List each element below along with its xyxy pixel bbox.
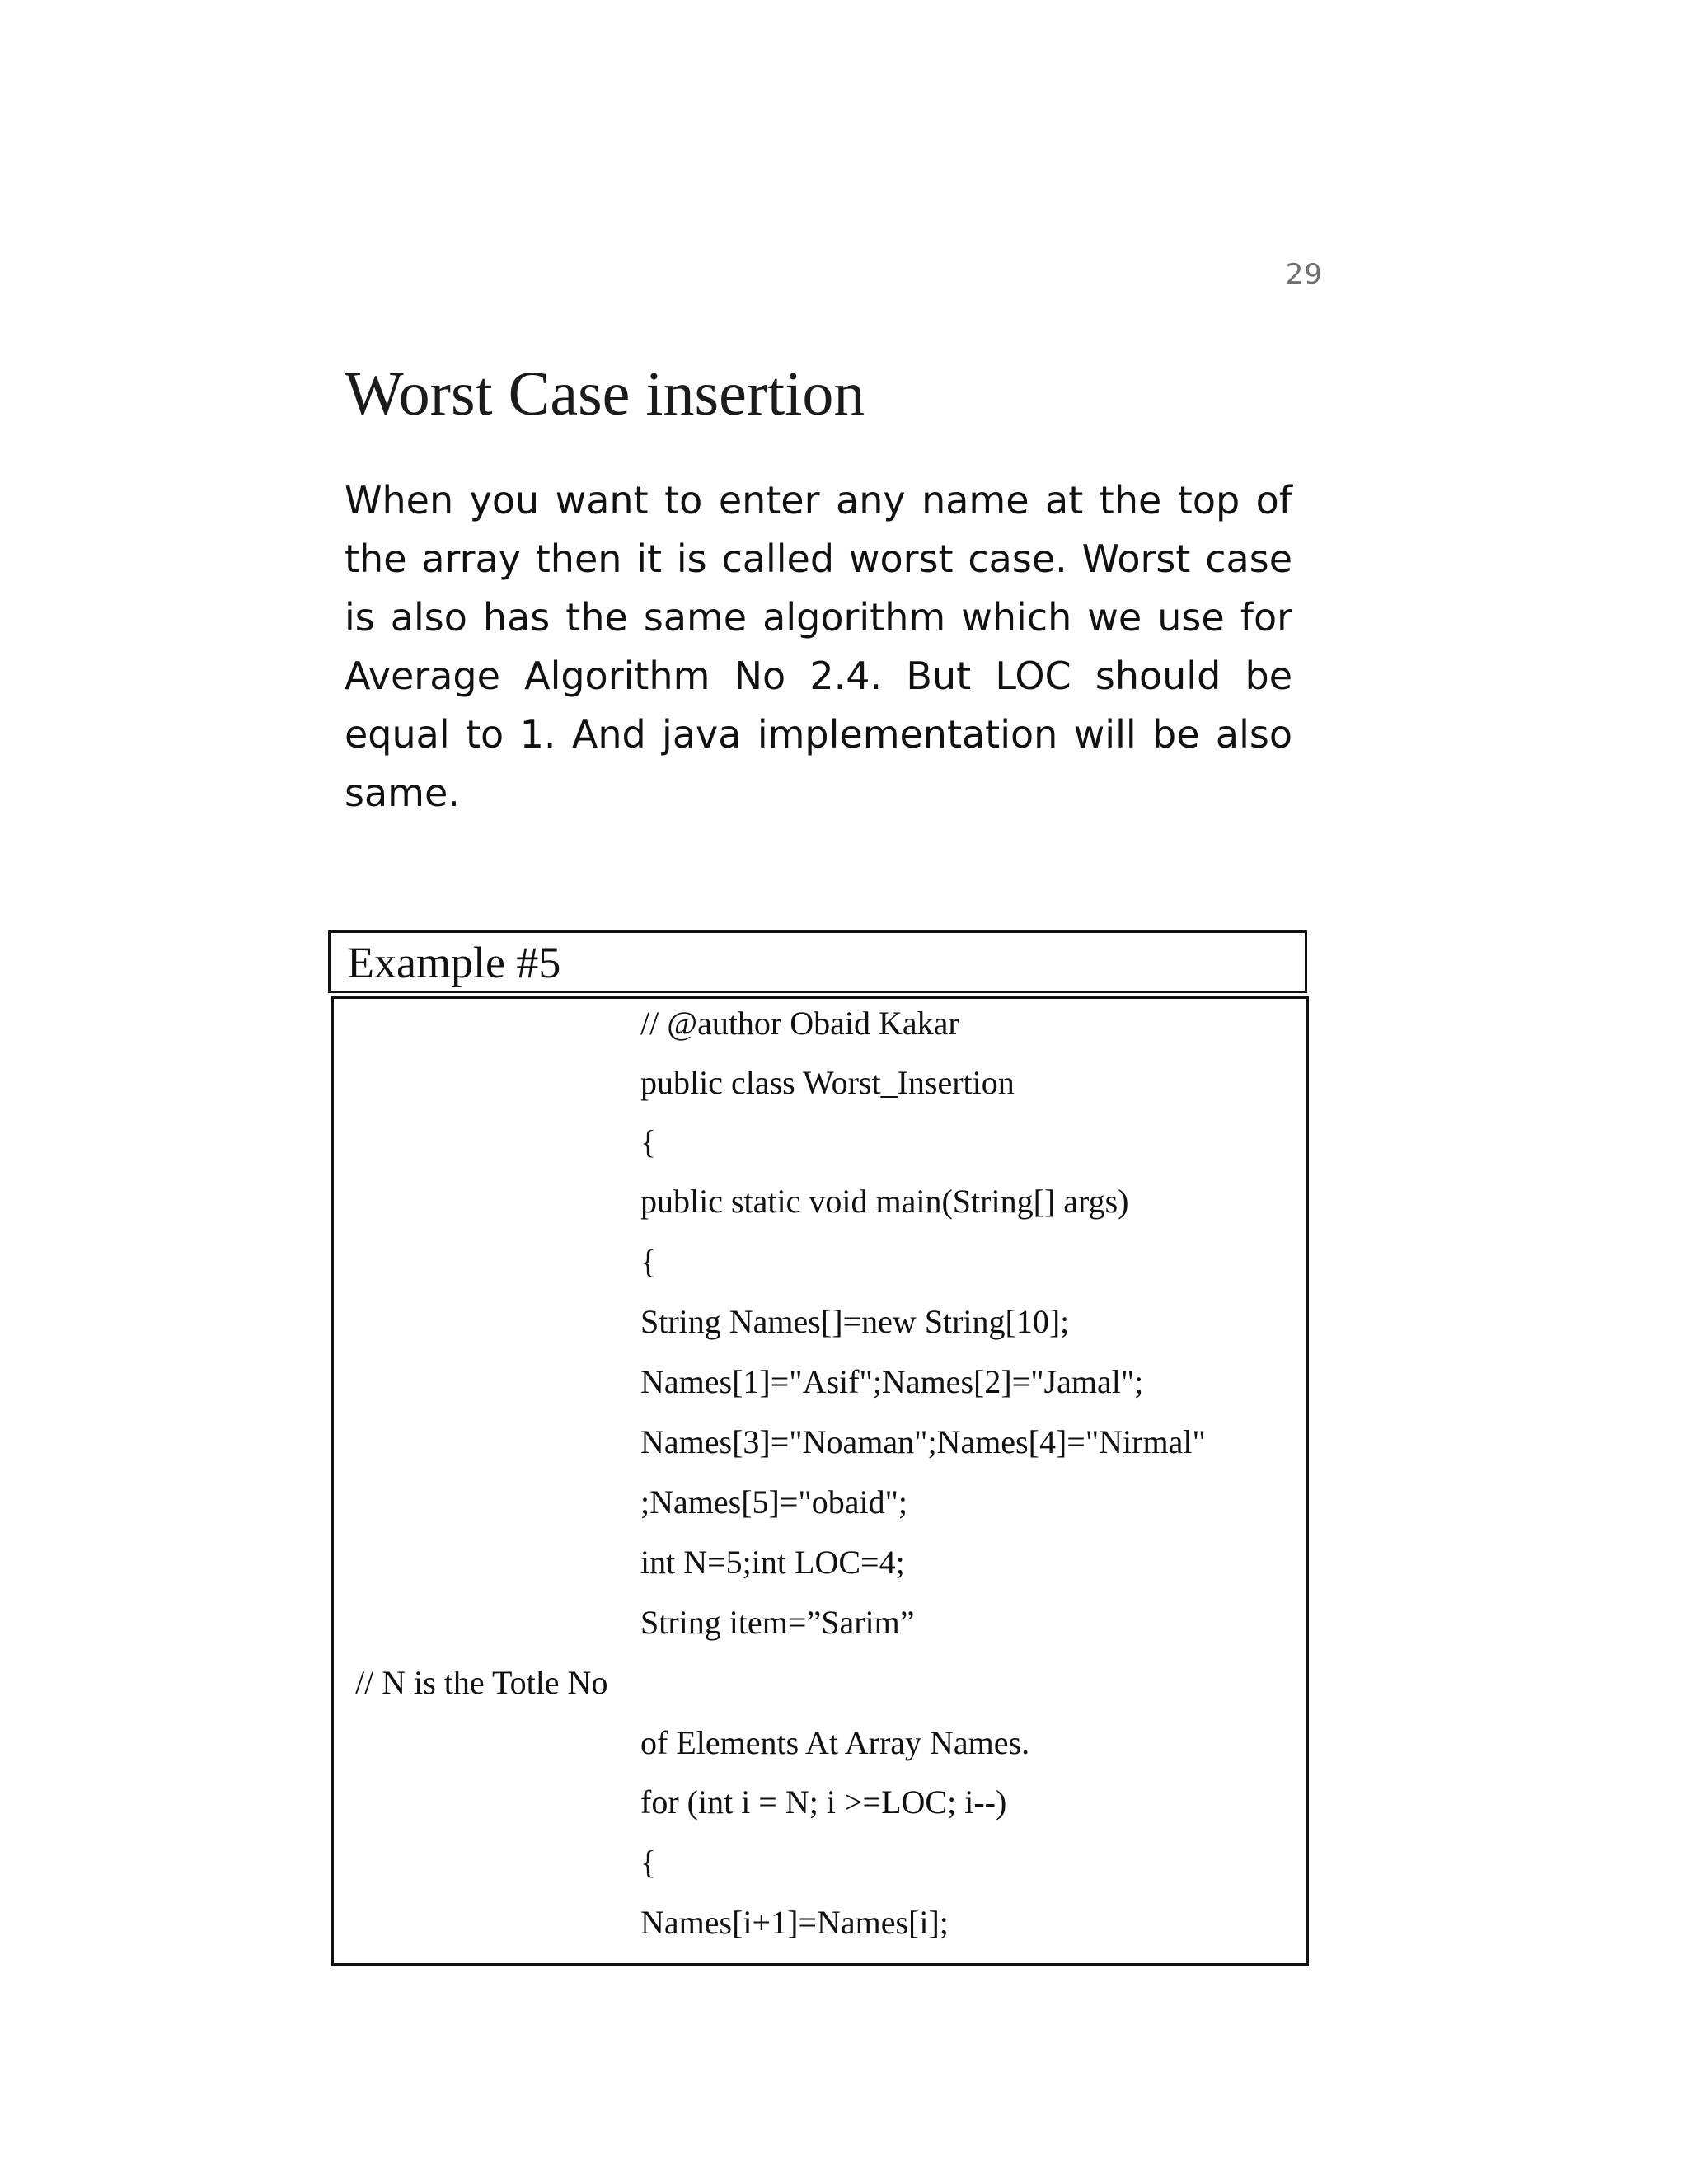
code-comment-line: // N is the Totle No bbox=[355, 1664, 608, 1701]
example-title-box bbox=[328, 930, 1307, 993]
code-line: for (int i = N; i >=LOC; i--) bbox=[640, 1783, 1007, 1821]
code-line: of Elements At Array Names. bbox=[640, 1724, 1030, 1761]
code-line: { bbox=[640, 1123, 657, 1160]
code-line: ;Names[5]="obaid"; bbox=[640, 1483, 908, 1521]
code-line: // @author Obaid Kakar bbox=[640, 1005, 959, 1042]
page-number: 29 bbox=[1285, 258, 1323, 291]
code-line: Names[1]="Asif";Names[2]="Jamal"; bbox=[640, 1363, 1144, 1400]
code-line: public class Worst_Insertion bbox=[640, 1064, 1015, 1101]
code-line: int N=5;int LOC=4; bbox=[640, 1544, 905, 1581]
code-line: { bbox=[640, 1243, 657, 1280]
code-listing-box bbox=[331, 996, 1309, 1966]
code-line: String Names[]=new String[10]; bbox=[640, 1303, 1070, 1340]
code-line: Names[i+1]=Names[i]; bbox=[640, 1904, 949, 1941]
example-title: Example #5 bbox=[347, 938, 561, 987]
section-heading: Worst Case insertion bbox=[345, 359, 865, 429]
code-line: String item=”Sarim” bbox=[640, 1604, 915, 1641]
code-line: public static void main(String[] args) bbox=[640, 1183, 1129, 1220]
body-paragraph: When you want to enter any name at the top of the array then it is called worst case. Worst case is also has the same algorithm which we use for Average Algorithm No 2.4. But LOC should be equal to 1. And java implementation will be also same. bbox=[345, 478, 1292, 815]
code-line: { bbox=[640, 1844, 657, 1881]
code-line: Names[3]="Noaman";Names[4]="Nirmal" bbox=[640, 1423, 1206, 1460]
